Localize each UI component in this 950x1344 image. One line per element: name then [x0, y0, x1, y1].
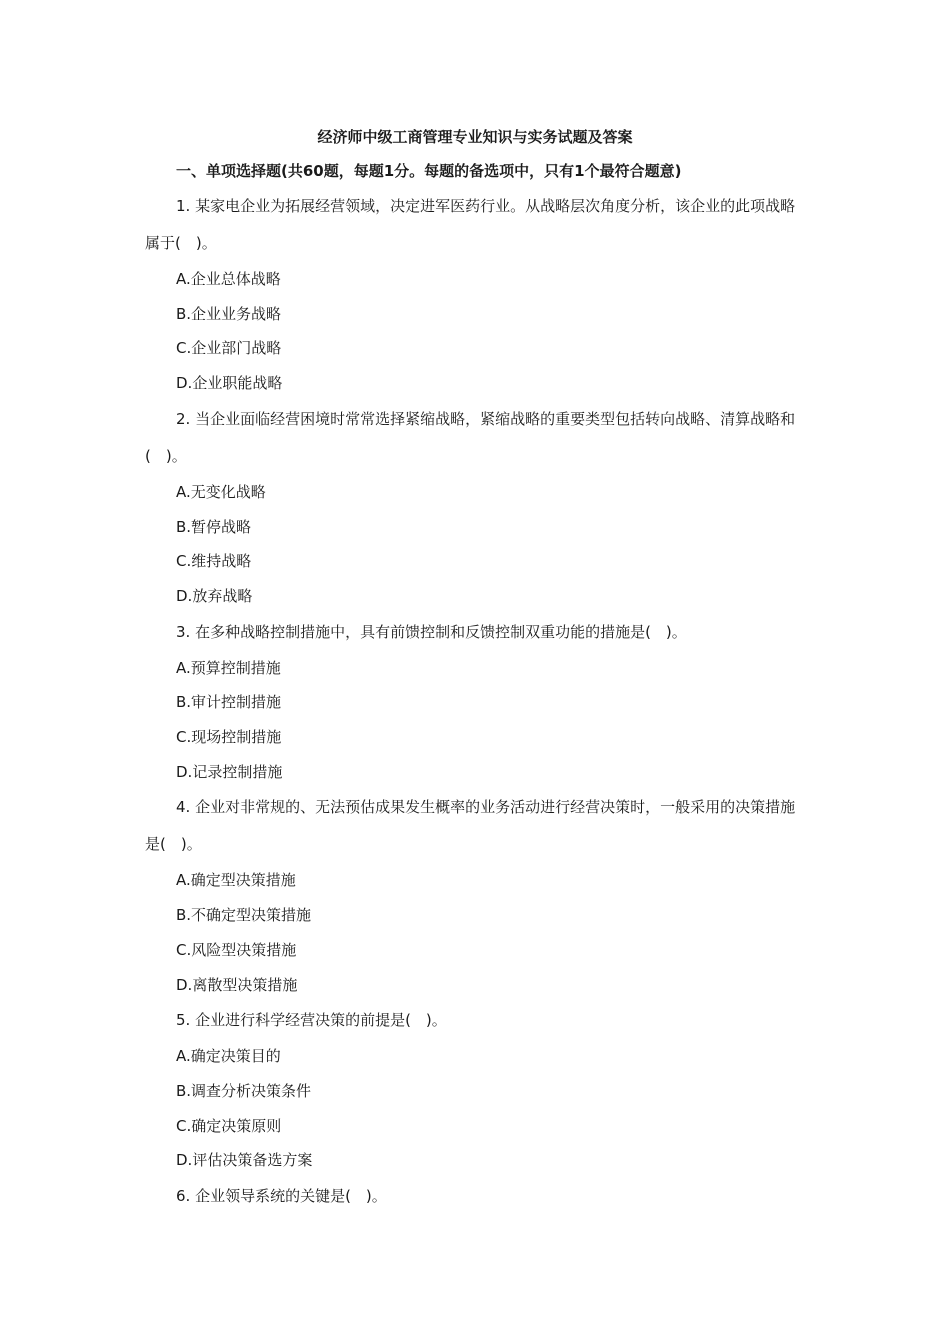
option-b: B.不确定型决策措施 [176, 906, 312, 925]
option-b: B.审计控制措施 [176, 693, 282, 712]
option-b: B.调查分析决策条件 [176, 1081, 312, 1100]
question-4 [145, 789, 805, 1002]
question-text: 4. 企业对非常规的、无法预估成果发生概率的业务活动进行经营决策时，一般采用的决策措施是( )。 [145, 798, 796, 854]
question-3 [145, 614, 805, 790]
option-a: A.预算控制措施 [176, 658, 281, 677]
option-b: B.暂停战略 [176, 517, 252, 536]
question-6 [145, 1178, 805, 1215]
option-d: D.评估决策备选方案 [176, 1151, 313, 1170]
question-text: 1. 某家电企业为拓展经营领域，决定进军医药行业。从战略层次角度分析，该企业的此项战略属于( )。 [145, 197, 796, 252]
question-text: 6. 企业领导系统的关键是( )。 [176, 1187, 387, 1206]
option-d: D.离散型决策措施 [176, 975, 298, 994]
document-title: 经济师中级工商管理专业知识与实务试题及答案 [317, 128, 633, 146]
option-a: A.确定决策目的 [176, 1047, 281, 1066]
question-text: 3. 在多种战略控制措施中，具有前馈控制和反馈控制双重功能的措施是( )。 [176, 622, 687, 641]
document-page [145, 120, 805, 1215]
option-a: A.企业总体战略 [176, 270, 281, 288]
option-c: C.企业部门战略 [176, 339, 282, 358]
option-a: A.无变化战略 [176, 482, 266, 501]
option-b: B.企业业务战略 [176, 304, 282, 323]
option-c: C.维持战略 [176, 552, 252, 571]
question-5 [145, 1002, 805, 1178]
option-c: C.风险型决策措施 [176, 940, 297, 959]
question-2 [145, 401, 805, 614]
option-d: D.企业职能战略 [176, 374, 283, 393]
option-d: D.记录控制措施 [176, 762, 283, 781]
question-text: 2. 当企业面临经营困境时常常选择紧缩战略，紧缩战略的重要类型包括转向战略、清算战略和( )。 [145, 409, 796, 465]
question-1 [145, 188, 805, 401]
option-c: C.确定决策原则 [176, 1116, 282, 1135]
section-heading: 一、单项选择题(共60题，每题1分。每题的备选项中，只有1个最符合题意) [176, 162, 682, 180]
option-c: C.现场控制措施 [176, 728, 282, 747]
option-a: A.确定型决策措施 [176, 871, 296, 890]
question-text: 5. 企业进行科学经营决策的前提是( )。 [176, 1011, 447, 1030]
option-d: D.放弃战略 [176, 586, 253, 605]
